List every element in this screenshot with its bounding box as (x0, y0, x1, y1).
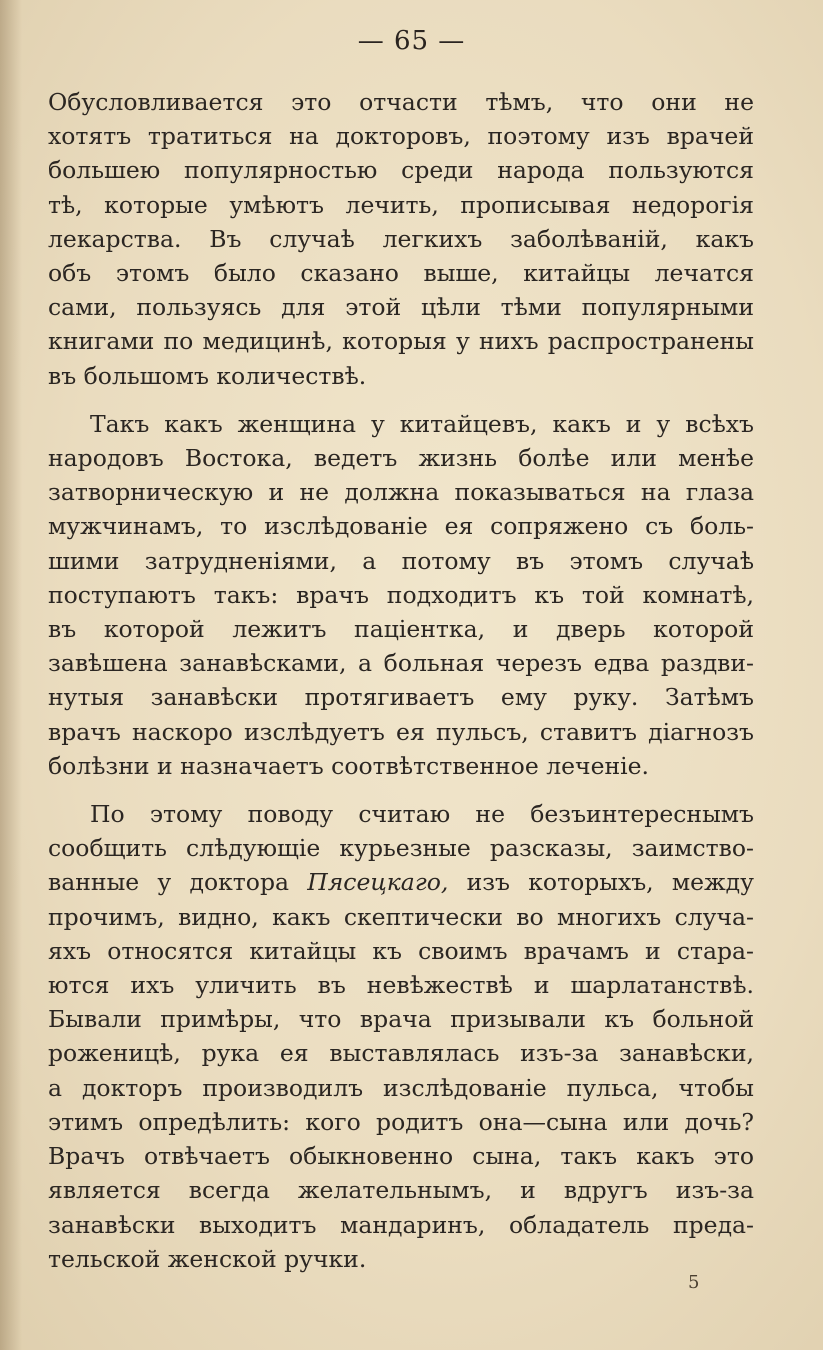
text-line: занавѣски выходитъ мандаринъ, обладатель преда- (48, 1210, 754, 1239)
text-line: яхъ относятся китайцы къ своимъ врачамъ и стара- (48, 936, 754, 965)
text-segment: изъ которыхъ, между (466, 868, 754, 897)
text-line: Такъ какъ женщина у китайцевъ, какъ и у всѣхъ (90, 409, 754, 438)
text-line: По этому поводу считаю не безъинтереснымъ (90, 800, 754, 829)
body-text (48, 85, 754, 1276)
text-line: хотятъ тратиться на докторовъ, поэтому изъ врачей (48, 122, 754, 151)
text-line: народовъ Востока, ведетъ жизнь болѣе или менѣе (48, 444, 754, 473)
paragraph-3 (48, 797, 754, 1276)
text-line: затворническую и не должна показываться на глаза (48, 478, 754, 507)
text-line: болѣзни и назначаетъ соотвѣтственное леченіе. (48, 751, 650, 780)
text-line: врачъ наскоро изслѣдуетъ ея пульсъ, ставитъ діагнозъ (48, 717, 754, 746)
text-line: а докторъ производилъ изслѣдованіе пульса, чтобы (48, 1073, 754, 1102)
text-line: сами, пользуясь для этой цѣли тѣми популярными (48, 293, 754, 322)
text-line: въ большомъ количествѣ. (48, 361, 367, 390)
text-line: Обусловливается это отчасти тѣмъ, что они не (48, 88, 754, 116)
text-line: ются ихъ уличить въ невѣжествѣ и шарлатанствѣ. (48, 971, 754, 1000)
text-line: Бывали примѣры, что врача призывали къ больной (48, 1005, 754, 1034)
signature-mark: 5 (688, 1272, 700, 1293)
text-line: является всегда желательнымъ, и вдругъ изъ-за (48, 1176, 754, 1205)
text-line: нутыя занавѣски протягиваетъ ему руку. Затѣмъ (48, 683, 754, 712)
text-line-with-italic (48, 865, 754, 899)
paragraph-gap (48, 393, 754, 407)
text-line: поступаютъ такъ: врачъ подходитъ къ той комнатѣ, (48, 580, 754, 609)
text-line: объ этомъ было сказано выше, китайцы лечатся (48, 259, 754, 288)
text-line: лекарства. Въ случаѣ легкихъ заболѣваній, какъ (48, 224, 754, 253)
paragraph-2 (48, 407, 754, 783)
text-segment: ванные у доктора (48, 868, 289, 897)
text-line: завѣшена занавѣсками, а больная черезъ едва раздви- (48, 649, 754, 678)
text-line: этимъ опредѣлить: кого родитъ она—сына или дочь? (48, 1107, 754, 1136)
paragraph-1 (48, 85, 754, 393)
text-line: прочимъ, видно, какъ скептически во многихъ случа- (48, 902, 754, 931)
author-name-italic: Пясецкаго, (307, 868, 449, 897)
spine-shadow (0, 0, 22, 1350)
text-line: сообщить слѣдующіе курьезные разсказы, заимство- (48, 834, 754, 863)
text-line: большею популярностью среди народа пользуются (48, 156, 754, 185)
paragraph-gap (48, 783, 754, 797)
text-line: роженицѣ, рука ея выставлялась изъ-за занавѣски, (48, 1039, 754, 1068)
text-line: въ которой лежитъ паціентка, и дверь которой (48, 615, 754, 644)
page-number: — 65 — (357, 26, 466, 56)
text-line: шими затрудненіями, а потому въ этомъ случаѣ (48, 546, 754, 575)
text-line: тѣ, которые умѣютъ лечить, прописывая недорогія (48, 190, 754, 219)
text-line: книгами по медицинѣ, которыя у нихъ распространены (48, 327, 754, 356)
text-line: мужчинамъ, то изслѣдованіе ея сопряжено съ боль- (48, 512, 754, 541)
text-line: Врачъ отвѣчаетъ обыкновенно сына, такъ какъ это (48, 1142, 754, 1171)
text-line: тельской женской ручки. (48, 1244, 367, 1273)
